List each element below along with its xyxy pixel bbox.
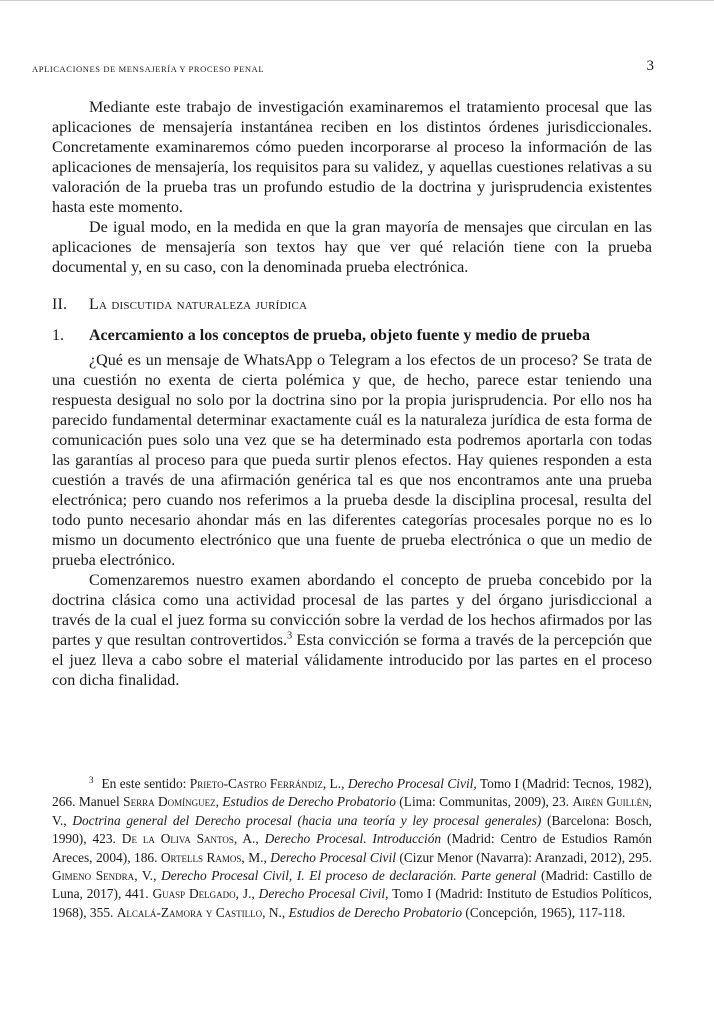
section-heading [52, 295, 652, 315]
fn-text: , V., [52, 794, 652, 828]
fn-text: , A., [233, 831, 265, 847]
top-border-line [0, 0, 714, 1]
footnote-mark: 3 [89, 774, 94, 785]
fn-text: , N., [262, 904, 289, 920]
fn-author: Ortells Ramos [160, 849, 242, 865]
fn-text: , J., [235, 886, 259, 902]
paragraph-1: Mediante este trabajo de investigación examinaremos el tratamiento procesal que las aplicaciones de mensajería instantánea reciben en los distintos órdenes jurisdiccionales. Concretamente examinaremos cómo pueden incorporarse al proceso la información de las aplicaciones de mensajería, los requisitos para su validez, y aquellas cuestiones relativas a su valoración de la prueba tras un profundo estudio de la doctrina y jurisprudencia existentes hasta este momento. [52, 99, 652, 216]
fn-text: (Cizur Menor (Navarra): Aranzadi, 2012), 295. [395, 849, 652, 865]
page-number: 3 [646, 58, 654, 74]
fn-author: De la Oliva Santos [121, 831, 234, 847]
footnote-reference: 3 [287, 630, 293, 642]
subsection-number: 1. [52, 327, 64, 344]
fn-book-title: Derecho Procesal Civil, [347, 776, 477, 791]
fn-book-title: Estudios de Derecho Probatorio [288, 904, 463, 920]
subsection-title: Acercamiento a los conceptos de prueba, objeto fuente y medio de prueba [89, 327, 590, 344]
main-text [52, 98, 652, 691]
fn-text: , M., [241, 849, 271, 865]
fn-author: Prieto-Castro Ferrándiz [189, 776, 323, 791]
paragraph-4-text: Comenzaremos nuestro examen abordando el concepto de prueba concebido por la doctrina clásica como una actividad procesal de las partes y del órgano jurisdiccional a través de la cual el juez forma su convicción sobre la verdad de los hechos afirmados por las partes y que resultan controvertidos. [52, 572, 652, 649]
fn-text: Tomo I (Madrid: Tecnos, 1982), 266. Manuel [52, 776, 653, 810]
fn-text: , [215, 794, 223, 810]
fn-author: Gimeno Sendra [52, 868, 135, 884]
fn-author: Serra Domínguez [123, 794, 216, 810]
fn-text: , V., [134, 868, 162, 884]
fn-author: Alcalá-Zamora y Castillo [116, 904, 263, 920]
section-number: II. [52, 296, 68, 313]
paragraph-4-end: Esta convicción se forma a través de la percepción que el juez lleva a cabo sobre el material válidamente introducido por las partes en el proceso con dicha finalidad. [52, 632, 652, 689]
running-header: APLICACIONES DE MENSAJERÍA Y PROCESO PENAL [32, 64, 265, 74]
fn-text: , L., [322, 776, 348, 791]
section-title: La discutida naturaleza jurídica [89, 296, 308, 313]
fn-book-title: Estudios de Derecho Probatorio [222, 794, 396, 810]
fn-text: En este sentido: [101, 776, 190, 791]
subsection-heading [52, 326, 652, 346]
footnote-3 [52, 775, 652, 922]
fn-book-title: Derecho Procesal Civil [270, 849, 396, 865]
fn-book-title: Derecho Procesal. Introducción [264, 831, 442, 847]
fn-text: (Lima: Communitas, 2009), 23. [395, 794, 573, 810]
fn-book-title: Derecho Procesal Civil, I. El proceso de declaración. Parte general [161, 868, 537, 884]
fn-book-title: Derecho Procesal Civil, [258, 886, 389, 902]
fn-author: Airén Guillén [572, 794, 649, 810]
fn-text: (Madrid: Centro de Estudios Ramón Areces, 2004), 186. [52, 831, 652, 865]
fn-text: Tomo I (Madrid: Instituto de Estudios Políticos, 1968), 355. [52, 886, 652, 920]
fn-text: (Concepción, 1965), 117-118. [462, 904, 626, 920]
paragraph-2: De igual modo, en la medida en que la gran mayoría de mensajes que circulan en las aplicaciones de mensajería son textos hay que ver qué relación tiene con la prueba documental y, en su caso, con la denominada prueba electrónica. [52, 219, 652, 276]
paragraph-3: ¿Qué es un mensaje de WhatsApp o Telegram a los efectos de un proceso? Se trata de una cuestión no exenta de cierta polémica y que, de hecho, parece estar teniendo una respuesta desigual no solo por la doctrina sino por la propia jurisprudencia. Por ello nos ha parecido fundamental determinar exactamente cuál es la naturaleza jurídica de esta forma de comunicación pues solo una vez que se ha determinado esta podremos aportarla con todas las garantías al proceso para que pueda surtir plenos efectos. Hay quienes responden a esta cuestión a través de una afirmación genérica tal es que nos encontramos ante una prueba electrónica; pero cuando nos referimos a la prueba desde la disciplina procesal, resulta del todo punto necesario ahondar más en las diferentes categorías procesales porque no es lo mismo un documento electrónico que una fuente de prueba electrónica o que un medio de prueba electrónico. [52, 352, 652, 569]
fn-text: (Barcelona: Bosch, 1990), 423. [52, 812, 652, 847]
paragraph-4 [52, 571, 652, 691]
fn-author: Guasp Delgado [152, 886, 236, 902]
fn-book-title: Doctrina general del Derecho procesal (hacia una teoría y ley procesal generales) [72, 812, 542, 828]
fn-text: (Madrid: Castillo de Luna, 2017), 441. [52, 868, 652, 902]
